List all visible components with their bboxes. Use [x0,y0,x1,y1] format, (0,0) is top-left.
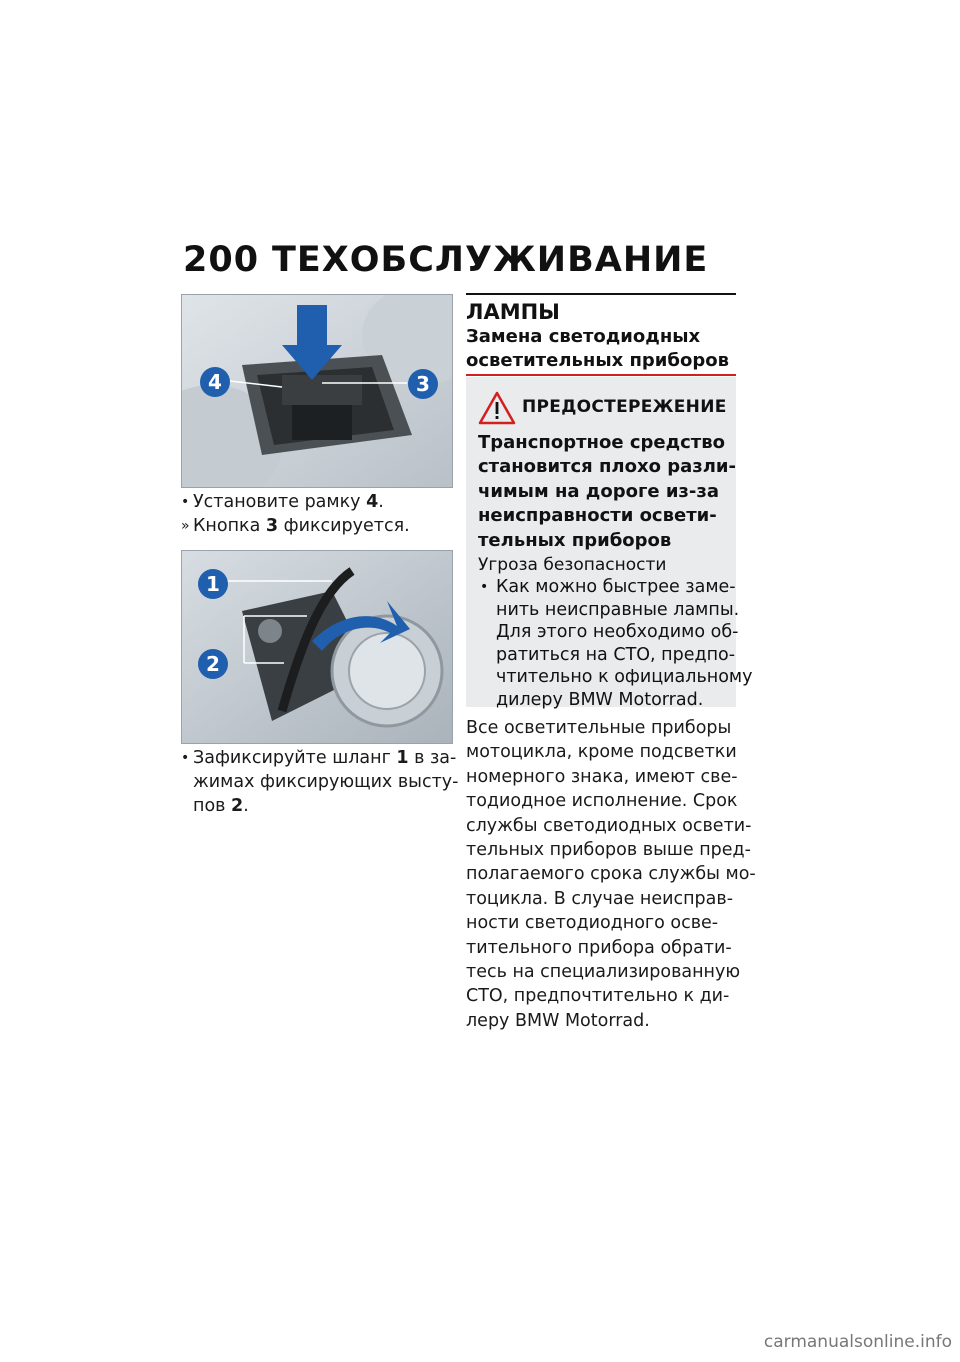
bullet-icon: • [480,579,489,595]
warning-triangle-icon [478,391,516,429]
page-number: 200 [183,240,260,280]
callout-4: 4 [200,367,230,397]
figure-frame-fitting [181,294,453,488]
ref-4: 4 [366,492,379,512]
warning-label: ПРЕДОСТЕРЕЖЕНИЕ [522,397,727,417]
warning-box [466,377,753,710]
result-button-locks: » Кнопка 3 фиксируется. [193,515,410,539]
subsection-title: Замена светодиодных осветительных приборов [466,326,729,371]
body-paragraph: Все осветительные приборы мотоцикла, кроме подсветки номерного знака, имеют све- тодиодное исполнение. Срок службы светодиодных освети- тельных приборов выше пред- полагаемого срока службы мо- тоцикла. В случае неисправ- ности светодиодного осве- тительного прибора обрати- тесь на специализированную СТО, предпочтительно к ди- леру BMW Motorrad. [466,718,756,1031]
chapter-title: ТЕХОБСЛУЖИВАНИЕ [272,240,709,280]
warning-actions: • Как можно быстрее заме- нить неисправные лампы. Для этого необходимо об- ратиться на СТО, предпо- чтительно к официальному дилеру BMW Motorrad. [480,577,753,710]
step-install-frame: • Установите рамку 4. [193,491,384,515]
warning-heading: Транспортное средство становится плохо разли- чимым на дороге из-за неисправности освети- тельных приборов [478,432,736,551]
section-title: ЛАМПЫ [466,300,560,324]
ref-2: 2 [231,795,244,816]
ref-1: 1 [396,748,409,768]
section-rule [466,293,736,295]
warning-rule [466,374,736,376]
bullet-icon: • [181,750,190,766]
ref-3: 3 [265,516,279,536]
warning-subheading: Угроза безопасности [478,555,667,575]
callout-1: 1 [198,569,228,599]
callout-3: 3 [408,369,438,399]
footer-watermark[interactable]: carmanualsonline.info [763,1332,952,1352]
callout-2: 2 [198,649,228,679]
step-fix-hose: • Зафиксируйте шланг 1 в за- жимах фиксирующих высту- пов 2. [181,748,459,816]
figure-hose-fixing [181,550,453,744]
result-arrow-icon: » [181,518,190,534]
bullet-icon: • [181,494,190,510]
